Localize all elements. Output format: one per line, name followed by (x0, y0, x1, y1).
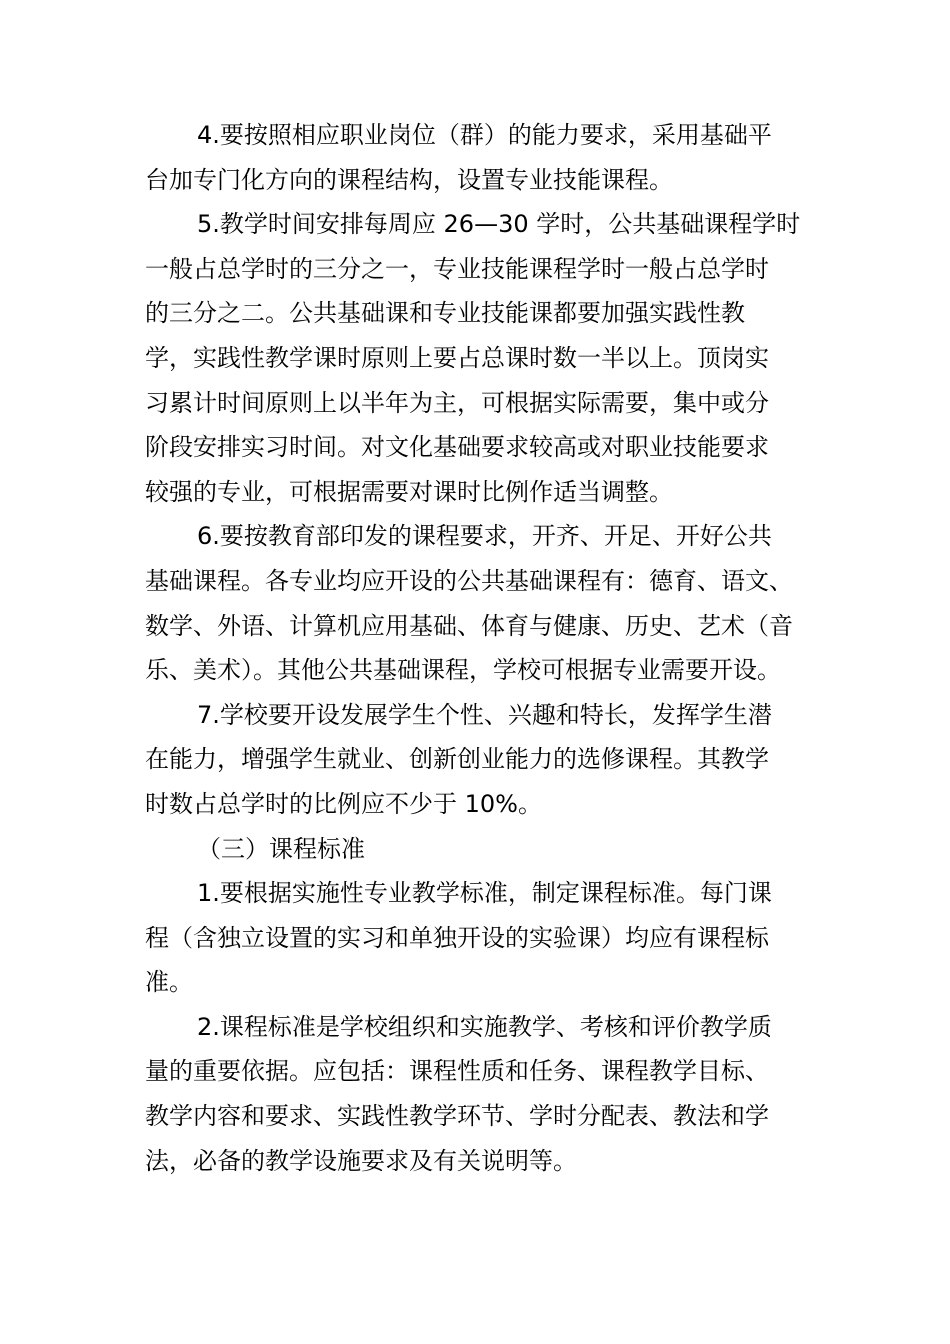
text-line: 在能力，增强学生就业、创新创业能力的选修课程。其教学 (145, 745, 769, 774)
text-line: 4.要按照相应职业岗位（群）的能力要求，采用基础平 (197, 121, 772, 149)
text-line: 教学内容和要求、实践性教学环节、学时分配表、教法和学 (145, 1102, 769, 1131)
text-line: 6.要按教育部印发的课程要求，开齐、开足、开好公共 (197, 522, 772, 551)
text-line: 程（含独立设置的实习和单独开设的实验课）均应有课程标 (145, 923, 769, 952)
text-line: 准。 (145, 968, 193, 997)
text-line: 1.要根据实施性专业教学标准，制定课程标准。每门课 (197, 879, 772, 908)
text-line: 一般占总学时的三分之一，专业技能课程学时一般占总学时 (145, 254, 769, 283)
text-line: 量的重要依据。应包括：课程性质和任务、课程教学目标、 (145, 1057, 769, 1086)
text-line: 法，必备的教学设施要求及有关说明等。 (145, 1146, 577, 1175)
document-body (145, 113, 835, 1183)
text-line: 数学、外语、计算机应用基础、体育与健康、历史、艺术（音 (145, 611, 793, 640)
text-line: 时数占总学时的比例应不少于 10%。 (145, 789, 542, 818)
text-line: 学，实践性教学课时原则上要占总课时数一半以上。顶岗实 (145, 343, 769, 372)
text-line: 基础课程。各专业均应开设的公共基础课程有：德育、语文、 (145, 566, 793, 595)
text-line: 的三分之二。公共基础课和专业技能课都要加强实践性教 (145, 299, 745, 328)
text-line: 乐、美术）。其他公共基础课程，学校可根据专业需要开设。 (145, 656, 781, 685)
text-line: 台加专门化方向的课程结构，设置专业技能课程。 (145, 165, 673, 194)
section-heading: （三）课程标准 (197, 834, 365, 863)
text-line: 较强的专业，可根据需要对课时比例作适当调整。 (145, 477, 673, 506)
text-line: 2.课程标准是学校组织和实施教学、考核和评价教学质 (197, 1012, 772, 1041)
text-line: 7.学校要开设发展学生个性、兴趣和特长，发挥学生潜 (197, 700, 772, 729)
text-line: 5.教学时间安排每周应 26—30 学时，公共基础课程学时 (197, 210, 801, 239)
text-line: 阶段安排实习时间。对文化基础要求较高或对职业技能要求 (145, 433, 769, 462)
text-line: 习累计时间原则上以半年为主，可根据实际需要，集中或分 (145, 388, 769, 417)
